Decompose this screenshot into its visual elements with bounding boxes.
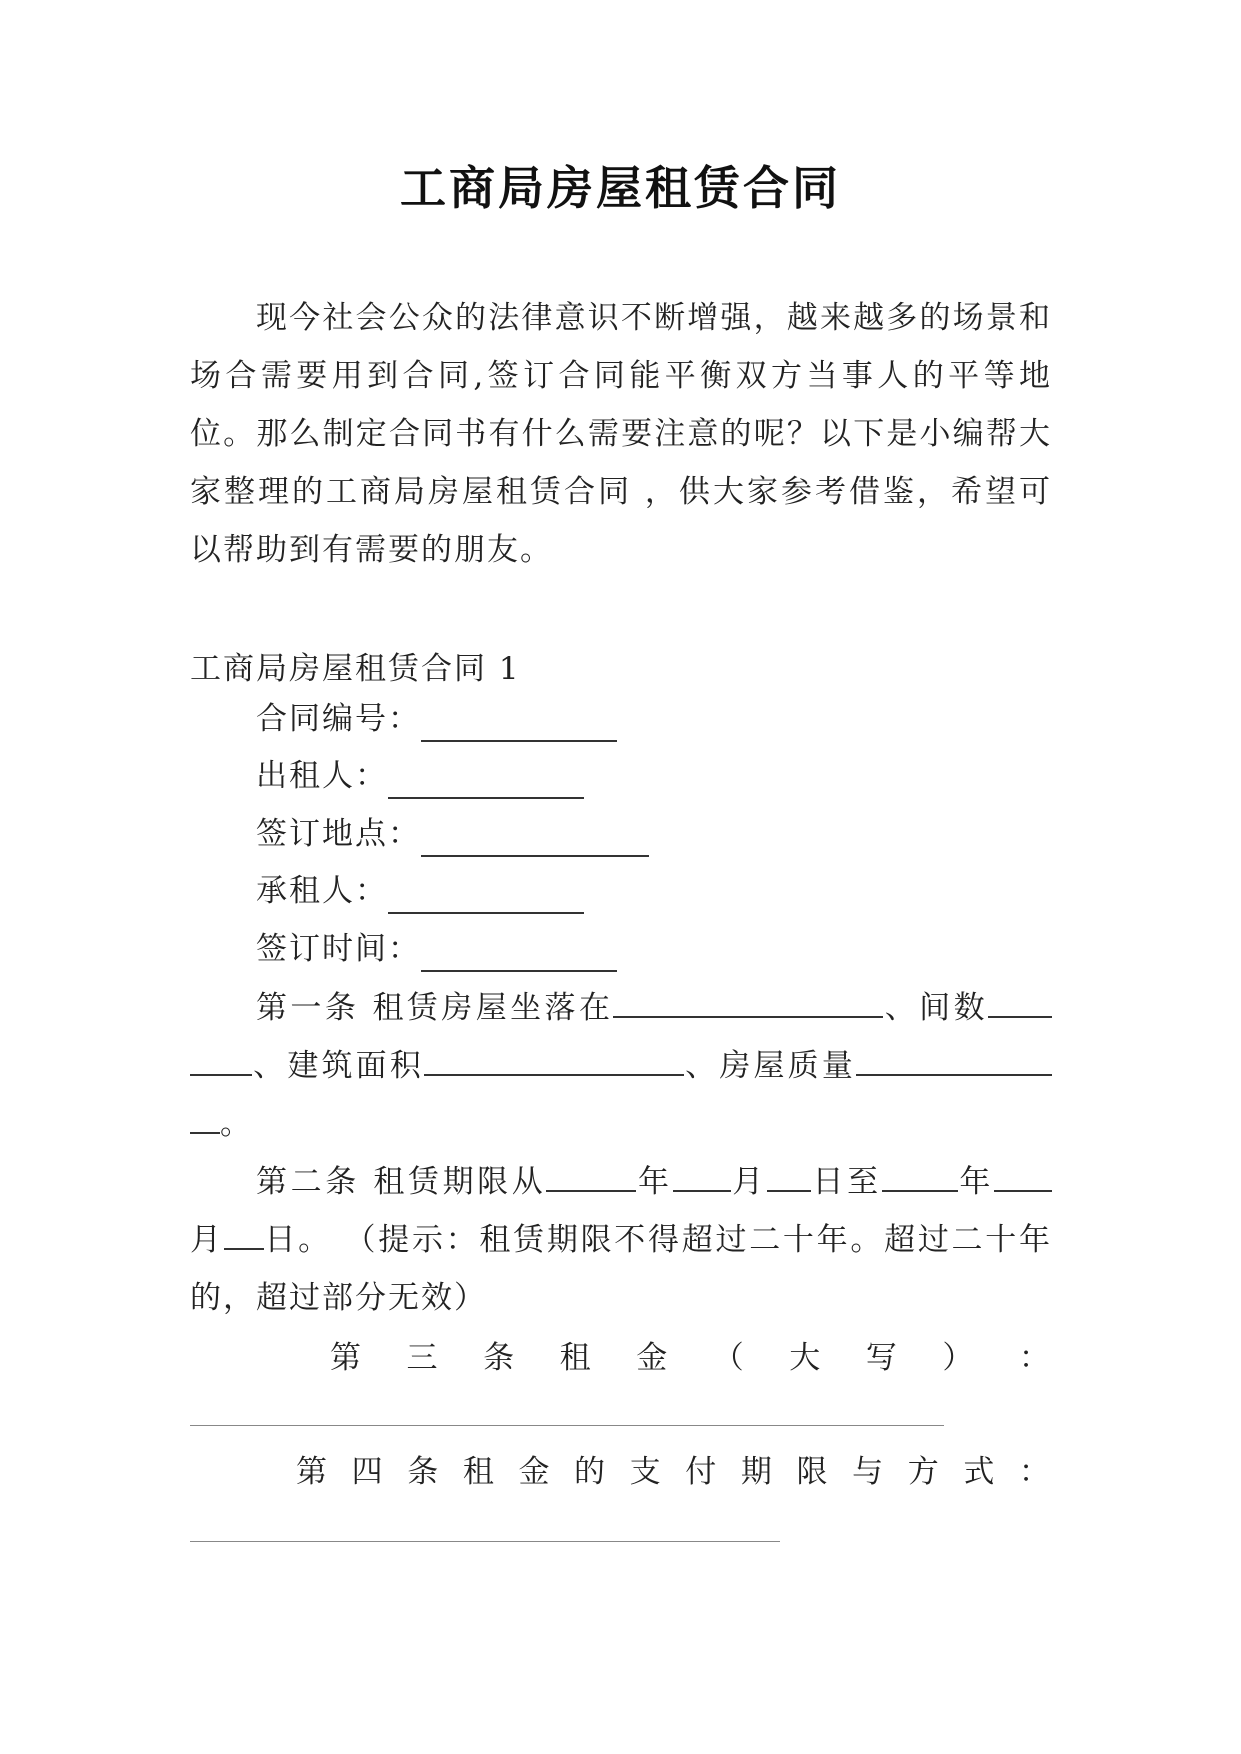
article-4 — [190, 1443, 1052, 1501]
article-3 — [190, 1329, 1052, 1387]
article-2-day-2: 日。 — [263, 1222, 332, 1258]
article-4-char-4: 租 — [462, 1454, 496, 1490]
article-4-char-5: 金 — [518, 1454, 552, 1490]
article-4-char-3: 条 — [407, 1454, 441, 1490]
article-2-end-month-blank — [994, 1160, 1052, 1192]
article-3-char-2: 三 — [406, 1340, 440, 1376]
article-3-char-5: 金 — [636, 1340, 670, 1376]
article-2 — [190, 1153, 1052, 1327]
article-1-rooms-blank-a — [988, 986, 1052, 1018]
lessee-blank — [388, 876, 584, 914]
article-2-end-day-blank — [224, 1218, 264, 1250]
article-4-char-13: 式 — [963, 1454, 997, 1490]
article-2-day-1: 日至 — [810, 1164, 882, 1200]
article-3-char-9: ） — [942, 1340, 976, 1376]
signing-place-blank — [421, 819, 649, 857]
article-1-rooms-blank-b — [190, 1044, 252, 1076]
article-4-char-10: 限 — [796, 1454, 830, 1490]
article-4-char-14: ： — [1018, 1454, 1052, 1490]
lessor-label: 出租人： — [256, 758, 388, 794]
article-1-area-label: 、建筑面积 — [252, 1048, 424, 1084]
lessee-field — [256, 862, 584, 920]
article-4-char-12: 方 — [907, 1454, 941, 1490]
article-1-location-blank — [613, 986, 883, 1018]
article-1 — [190, 979, 1052, 1153]
article-3-char-8: 写 — [865, 1340, 899, 1376]
article-3-char-6: （ — [712, 1340, 746, 1376]
article-4-char-9: 期 — [740, 1454, 774, 1490]
signing-time-blank — [421, 934, 617, 972]
lessee-label: 承租人： — [256, 873, 388, 909]
article-3-char-4: 租 — [559, 1340, 593, 1376]
article-2-start-year-blank — [546, 1160, 636, 1192]
article-2-start-day-blank — [767, 1160, 811, 1192]
document-title: 工商局房屋租赁合同 — [400, 161, 841, 215]
article-4-blank-line — [190, 1541, 780, 1542]
article-2-end-year-blank — [882, 1160, 958, 1192]
article-4-char-2: 四 — [351, 1454, 385, 1490]
article-1-end: 。 — [220, 1106, 253, 1142]
signing-time-field — [256, 920, 617, 978]
article-3-blank-line — [190, 1425, 944, 1426]
article-2-label: 第二条 租赁期限从 — [256, 1164, 547, 1200]
signing-place-field — [256, 805, 649, 863]
article-2-month-2: 月 — [190, 1222, 224, 1258]
article-4-char-1: 第 — [296, 1454, 329, 1490]
signing-place-label: 签订地点： — [256, 816, 421, 852]
article-4-char-8: 付 — [685, 1454, 719, 1490]
article-4-char-11: 与 — [852, 1454, 886, 1490]
article-2-start-month-blank — [673, 1160, 731, 1192]
article-1-quality-blank-a — [856, 1044, 1052, 1076]
contract-number-field — [256, 690, 617, 748]
article-4-char-6: 的 — [574, 1454, 608, 1490]
article-3-char-10: ： — [1018, 1340, 1052, 1376]
article-2-year-1: 年 — [636, 1164, 673, 1200]
contract-heading: 工商局房屋租赁合同 1 — [190, 651, 521, 687]
lessor-field — [256, 747, 584, 805]
article-1-rooms-label: 、间数 — [883, 990, 988, 1026]
article-3-char-7: 大 — [789, 1340, 823, 1376]
article-4-char-7: 支 — [629, 1454, 663, 1490]
article-1-area-blank — [424, 1044, 684, 1076]
article-2-month-1: 月 — [730, 1164, 767, 1200]
contract-number-label: 合同编号： — [256, 701, 421, 737]
article-2-year-2: 年 — [957, 1164, 995, 1200]
lessor-blank — [388, 761, 584, 799]
article-2-note: （提示：租赁期限不得超过二十年。超过二十年的，超过部分无效） — [190, 1222, 1053, 1316]
article-3-char-1: 第 — [330, 1340, 363, 1376]
intro-paragraph: 现今社会公众的法律意识不断增强，越来越多的场景和场合需要用到合同,签订合同能平衡双方当事人的平等地位。那么制定合同书有什么需要注意的呢？以下是小编帮大家整理的工商局房屋租赁合同 ，供大家参考借鉴，希望可以帮助到有需要的朋友。 — [190, 300, 1052, 568]
article-3-char-3: 条 — [483, 1340, 517, 1376]
signing-time-label: 签订时间： — [256, 931, 421, 967]
article-1-quality-blank-b — [190, 1102, 220, 1134]
article-1-location-label: 第一条 租赁房屋坐落在 — [256, 990, 614, 1026]
article-1-quality-label: 、房屋质量 — [684, 1048, 856, 1084]
contract-number-blank — [421, 704, 617, 742]
